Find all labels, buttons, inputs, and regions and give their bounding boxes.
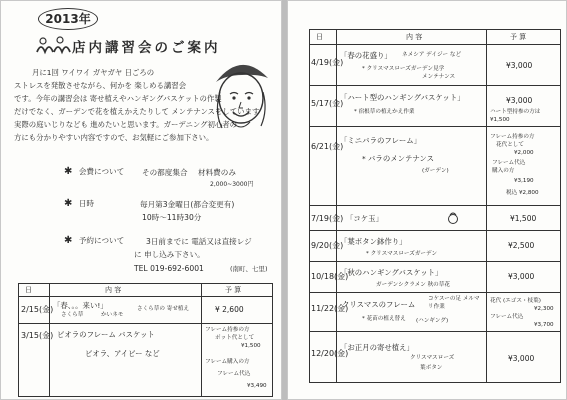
- intro-line: ストレスを発散させながら、何かを 楽しめる講習会: [14, 81, 187, 90]
- table-row: [310, 262, 560, 293]
- header-date: 日: [25, 286, 32, 294]
- row-price: ¥3,000: [508, 354, 535, 363]
- header-budget: 予 算: [510, 33, 527, 41]
- table-row: [310, 231, 560, 262]
- row-price: ¥3,000: [506, 96, 533, 105]
- row-content-sub: * バラのメンテナンス: [362, 154, 434, 163]
- row-content: 「コケ玉」: [346, 214, 383, 223]
- row-date: 6/21(金): [311, 142, 344, 151]
- fee-text: その都度集合: [142, 168, 188, 177]
- row-price: ¥1,500: [510, 214, 537, 223]
- reserve-info: [64, 235, 124, 246]
- intro-line: 実際の庭いじりなども 進めたいと思います。ガーデニング初心者の: [14, 120, 238, 129]
- page-title: 店内講習会のご案内: [72, 40, 221, 56]
- row-content-sub: ビオラ、アイビー など: [85, 349, 160, 358]
- row-price: ¥3,000: [508, 272, 535, 281]
- intro-paragraph: [14, 66, 260, 144]
- row-note: フレーム持参の方: [205, 327, 250, 333]
- row-note: 税込 ¥2,800: [506, 190, 539, 196]
- schedule-line1: 毎月第3金曜日(都合変更有): [140, 200, 235, 209]
- moss-ball-icon: [446, 212, 460, 224]
- intro-line: 月に1回 ワイワイ ガヤガヤ 日ごろの: [32, 68, 155, 77]
- star-icon: ✱: [64, 235, 73, 246]
- row-date: 9/20(金): [311, 241, 344, 250]
- row-content: 「ミニバラのフレーム」: [340, 136, 422, 145]
- reserve-line1: 3日前までに 電話又は直接レジ: [146, 237, 252, 246]
- row-note: ¥2,000: [514, 150, 534, 156]
- table-header: [310, 30, 560, 45]
- row-date: 10/18(金): [311, 272, 349, 281]
- left-page: [0, 0, 282, 400]
- row-content-sub: * クリスマスローズガーデン: [366, 251, 438, 257]
- reserve-label: 予約について: [78, 236, 125, 245]
- schedule-label: 日時: [78, 199, 94, 208]
- right-page: [287, 0, 567, 400]
- row-side-note: さくら草の 寄せ植え: [137, 306, 190, 312]
- row-side-note: クリスマスローズ: [410, 355, 455, 361]
- table-row: [310, 45, 560, 86]
- row-content: クリスマスのフレーム: [342, 300, 416, 309]
- row-content-sub: 葉ボタン: [420, 365, 443, 371]
- table-row: [310, 127, 560, 206]
- row-content-sub: * 宿根草の植えかえ作業: [354, 109, 415, 115]
- row-date: 5/17(金): [311, 99, 344, 108]
- row-content-sub: * 花苗の植え替え: [362, 316, 406, 322]
- row-note: ¥3,700: [534, 322, 554, 328]
- row-note: フレーム代込: [490, 314, 524, 320]
- table-row: [19, 297, 272, 324]
- row-price: ¥3,000: [506, 61, 533, 70]
- table-header: [19, 284, 272, 297]
- row-note: フレーム代込: [492, 160, 526, 166]
- row-date: 2/15(金): [21, 305, 54, 314]
- schedule-table-right: [309, 29, 561, 383]
- reserve-line2: に 申し込み下さい。: [134, 250, 205, 259]
- row-note: ¥2,300: [534, 306, 554, 312]
- schedule-table-left: [18, 283, 273, 397]
- row-date: 11/22(金): [311, 304, 349, 313]
- row-content-sub: さくら草: [61, 312, 84, 318]
- row-content-sub: * クリスマスローズガーデン見学: [362, 66, 445, 72]
- table-row: [310, 206, 560, 231]
- fee-amount: 2,000~3000円: [210, 181, 254, 188]
- row-note: 花代 (エゴス・枝葉): [490, 298, 541, 304]
- row-note: ハート型持参の方は ¥1,500: [490, 109, 541, 123]
- row-date: 7/19(金): [311, 214, 344, 223]
- header-date: 日: [316, 33, 323, 41]
- fee-label: 会費について: [78, 167, 125, 176]
- intro-line: です。今年の講習会は 寄せ植えやハンギングバスケットの作製: [14, 94, 222, 103]
- fee-info: [64, 166, 124, 177]
- row-note: ポット代として: [215, 335, 255, 341]
- reserve-note: (南町、七里): [230, 265, 268, 273]
- row-note: フレーム購入の方: [205, 359, 250, 365]
- row-side-note: (ハンギング): [416, 318, 449, 324]
- phone-number: TEL 019-692-6001: [134, 264, 204, 273]
- intro-line: 方にも分かりやすい内容ですので、お気軽にご参加下さい。: [14, 133, 214, 142]
- table-row: [310, 332, 560, 382]
- year-badge: 2013年: [38, 8, 98, 30]
- star-icon: ✱: [64, 198, 73, 209]
- star-icon: ✱: [64, 166, 73, 177]
- schedule-line2: 10時～11時30分: [142, 213, 202, 222]
- row-note: フレーム代込: [217, 371, 251, 377]
- row-content: 「春、。。来い!」: [53, 301, 108, 310]
- row-note: フレーム持参の方: [490, 134, 535, 140]
- row-note: 購入の方: [492, 168, 515, 174]
- row-content-sub: ガーデンシクラメン 秋の草花: [376, 282, 450, 288]
- row-date: 4/19(金): [311, 58, 344, 67]
- row-note: ¥1,500: [241, 343, 261, 349]
- row-note: 花代として: [496, 142, 524, 148]
- shop-logo-icon: [34, 34, 72, 56]
- row-side-note: (ガーデン): [422, 168, 449, 174]
- row-side-note: ネメシア デイジー など: [402, 52, 462, 58]
- row-price: ¥ 2,600: [215, 305, 244, 314]
- intro-line: だけでなく、ガーデンで花を植えかえたりして メンテナンスをしています: [14, 107, 260, 116]
- row-content: 「葉ボタン鉢作り」: [340, 237, 407, 246]
- row-date: 12/20(金): [311, 349, 349, 358]
- row-side-note: メンテナンス: [422, 74, 456, 80]
- header-content: 内 容: [105, 286, 122, 294]
- table-row: [310, 86, 560, 127]
- row-note: ¥3,190: [514, 178, 534, 184]
- row-content: 「お正月の寄せ植え」: [340, 343, 414, 352]
- row-side-note: コケスーの足 メルマリ作業: [428, 296, 480, 310]
- row-content: ビオラのフレーム バスケット: [57, 330, 155, 339]
- header-budget: 予 算: [225, 286, 242, 294]
- row-date: 3/15(金): [21, 331, 54, 340]
- fee-note: 材料費のみ: [198, 168, 236, 177]
- table-row: [19, 324, 272, 396]
- row-content: 「秋のハンギングバスケット」: [340, 268, 443, 277]
- header-content: 内 容: [406, 33, 423, 41]
- schedule-info: [64, 198, 94, 209]
- row-content: 「ハート型のハンギングバスケット」: [340, 93, 465, 102]
- table-row: [310, 293, 560, 332]
- row-note: ¥3,490: [247, 383, 267, 389]
- row-content: 「春の花盛り」: [340, 51, 392, 60]
- row-price: ¥2,500: [508, 241, 535, 250]
- row-content-sub: かいネモ: [101, 312, 124, 318]
